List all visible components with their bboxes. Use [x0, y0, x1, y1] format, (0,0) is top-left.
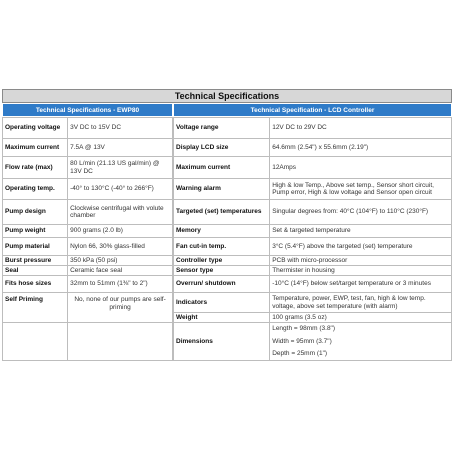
- table-row: [3, 276, 173, 293]
- spec-value: 12Amps: [270, 157, 452, 179]
- spec-label: Indicators: [174, 293, 270, 313]
- spec-value: 32mm to 51mm (1⅜" to 2"): [68, 276, 173, 293]
- spec-value: High & low Temp., Above set temp., Sensor short circuit, Pump error, High & low voltage and Sensor open circuit: [270, 179, 452, 200]
- table-row: [174, 266, 452, 276]
- spec-label: Pump weight: [3, 225, 68, 238]
- main-title: Technical Specifications: [2, 89, 452, 103]
- spec-columns: [2, 117, 452, 361]
- table-row: [3, 139, 173, 157]
- spec-value: Ceramic face seal: [68, 266, 173, 276]
- table-row: [174, 293, 452, 313]
- table-row: [3, 256, 173, 266]
- table-row: [174, 313, 452, 323]
- table-row: [3, 323, 173, 361]
- table-row: [3, 118, 173, 139]
- spec-sheet: [2, 89, 452, 361]
- table-row: [174, 157, 452, 179]
- spec-label: Overrun/ shutdown: [174, 276, 270, 293]
- spec-label: Targeted (set) temperatures: [174, 200, 270, 225]
- spec-label: Pump material: [3, 238, 68, 256]
- table-row: [3, 200, 173, 225]
- spec-value: 3V DC to 15V DC: [68, 118, 173, 139]
- spec-value: Clockwise centrifugal with volute chamber: [68, 200, 173, 225]
- table-row: [174, 118, 452, 139]
- spec-label: Maximum current: [174, 157, 270, 179]
- table-row: [174, 139, 452, 157]
- spec-value: 100 grams (3.5 oz): [270, 313, 452, 323]
- spec-label: Voltage range: [174, 118, 270, 139]
- spec-value: No, none of our pumps are self-priming: [68, 293, 173, 323]
- spec-value: 64.6mm (2.54") x 55.6mm (2.19"): [270, 139, 452, 157]
- dimension-width: Width = 95mm (3.7"): [272, 337, 332, 345]
- spec-label: Sensor type: [174, 266, 270, 276]
- spec-label: Seal: [3, 266, 68, 276]
- table-row: [174, 256, 452, 266]
- spec-label: Display LCD size: [174, 139, 270, 157]
- spec-label: Memory: [174, 225, 270, 238]
- spec-label: Fan cut-in temp.: [174, 238, 270, 256]
- spec-label: Self Priming: [3, 293, 68, 323]
- ewp80-spec-table: [2, 117, 173, 361]
- spec-label: Pump design: [3, 200, 68, 225]
- spec-label: Weight: [174, 313, 270, 323]
- spec-value: -10°C (14°F) below set/target temperature or 3 minutes: [270, 276, 452, 293]
- table-row: [174, 225, 452, 238]
- spec-value: Temperature, power, EWP, test, fan, high & low temp. voltage, above set temperature (with alarm): [270, 293, 452, 313]
- table-row: [3, 293, 173, 323]
- section-headers: [2, 103, 452, 117]
- lcd-controller-spec-table: [173, 117, 452, 361]
- table-row: [3, 238, 173, 256]
- spec-value: 350 kPa (50 psi): [68, 256, 173, 266]
- table-row: [3, 225, 173, 238]
- spec-label: Flow rate (max): [3, 157, 68, 179]
- spec-value: Singular degrees from: 40°C (104°F) to 110°C (230°F): [270, 200, 452, 225]
- spec-value: Thermister in housing: [270, 266, 452, 276]
- spec-value: [270, 323, 452, 361]
- table-row: [174, 238, 452, 256]
- dimension-length: Length = 98mm (3.8"): [272, 325, 336, 333]
- table-row: [174, 323, 452, 361]
- spec-label: Operating temp.: [3, 179, 68, 200]
- table-row: [3, 157, 173, 179]
- table-row: [3, 179, 173, 200]
- spec-label: Maximum current: [3, 139, 68, 157]
- spec-value: 12V DC to 29V DC: [270, 118, 452, 139]
- table-row: [174, 200, 452, 225]
- spec-value: -40° to 130°C (-40° to 266°F): [68, 179, 173, 200]
- spec-value: PCB with micro-processor: [270, 256, 452, 266]
- spec-label: Operating voltage: [3, 118, 68, 139]
- spec-label: Warning alarm: [174, 179, 270, 200]
- spec-label: Controller type: [174, 256, 270, 266]
- spec-label: Burst pressure: [3, 256, 68, 266]
- table-row: [3, 266, 173, 276]
- table-row: [174, 276, 452, 293]
- spec-value: 3°C (5.4°F) above the targeted (set) temperature: [270, 238, 452, 256]
- spec-value: [68, 323, 173, 361]
- spec-label: [3, 323, 68, 361]
- table-row: [174, 179, 452, 200]
- spec-label: Fits hose sizes: [3, 276, 68, 293]
- spec-value: 7.5A @ 13V: [68, 139, 173, 157]
- dimension-depth: Depth = 25mm (1"): [272, 350, 328, 358]
- spec-label: Dimensions: [174, 323, 270, 361]
- spec-value: Nylon 66, 30% glass-filled: [68, 238, 173, 256]
- spec-value: 900 grams (2.0 lb): [68, 225, 173, 238]
- lcd-controller-header: Technical Specification - LCD Controller: [173, 103, 452, 117]
- spec-value: Set & targeted temperature: [270, 225, 452, 238]
- ewp80-header: Technical Specifications - EWP80: [2, 103, 173, 117]
- spec-value: 80 L/min (21.13 US gal/min) @ 13V DC: [68, 157, 173, 179]
